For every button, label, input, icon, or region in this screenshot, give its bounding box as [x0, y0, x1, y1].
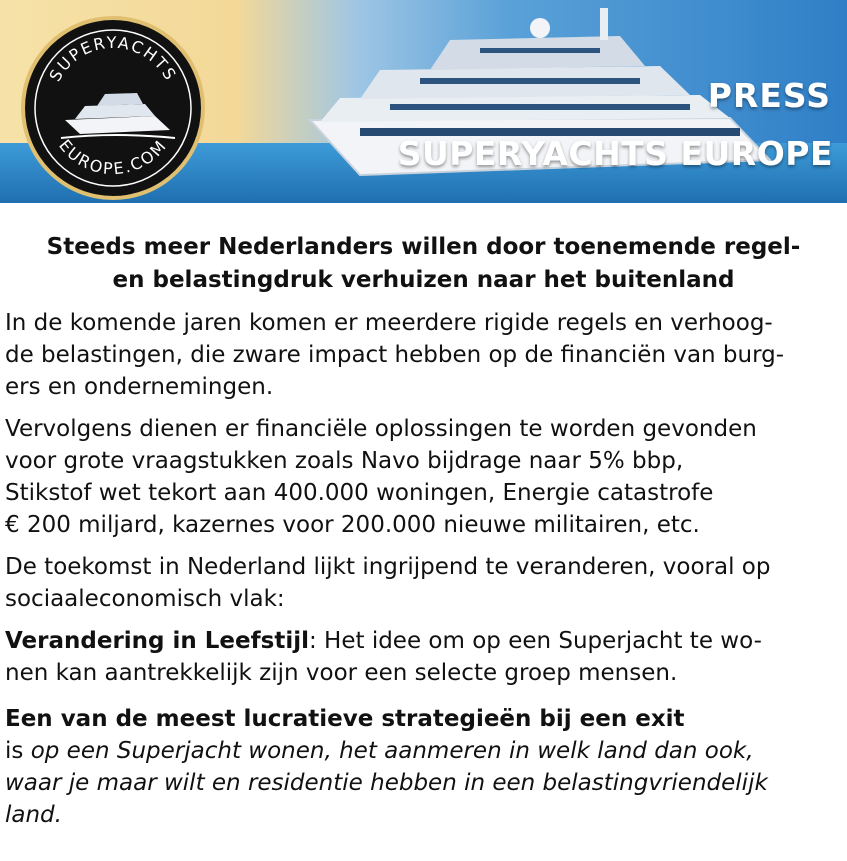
paragraph-2-line-4: € 200 miljard, kazernes voor 200.000 nieuwe militairen, etc.	[5, 512, 700, 538]
paragraph-1-line-1: In de komende jaren komen er meerdere rigide regels en verhoog-	[5, 310, 773, 336]
svg-text:SUPERYACHTS	[45, 33, 180, 85]
exit-strategy-heading: Een van de meest lucratieve strategieën bij een exit	[5, 706, 685, 732]
paragraph-5	[5, 703, 847, 831]
logo-text-top: SUPERYACHTS	[45, 32, 181, 85]
paragraph-2	[5, 413, 847, 541]
article-headline	[0, 231, 847, 297]
paragraph-3-line-2: sociaaleconomisch vlak:	[5, 586, 285, 612]
paragraph-5-line-1	[5, 735, 847, 767]
paragraph-4-line-2: nen kan aantrekkelijk zijn voor een selecte groep mensen.	[5, 660, 678, 686]
paragraph-5-line-3: land.	[5, 802, 62, 828]
paragraph-1	[5, 307, 847, 403]
brand-label: SUPERYACHTS EUROPE	[397, 134, 833, 173]
paragraph-5-line-2: waar je maar wilt en residentie hebben in een belastingvriendelijk	[5, 770, 768, 796]
headline-line-1: Steeds meer Nederlanders willen door toenemende regel-	[46, 234, 801, 260]
paragraph-2-line-3: Stikstof wet tekort aan 400.000 woningen, Energie catastrofe	[5, 480, 714, 506]
svg-text:EUROPE.COM	[55, 136, 171, 179]
paragraph-4-line-1-rest: : Het idee om op een Superjacht te wo-	[308, 628, 762, 654]
paragraph-1-line-2: de belastingen, die zware impact hebben op de financiën van burg-	[5, 342, 785, 368]
paragraph-3-line-1: De toekomst in Nederland lijkt ingrijpend te veranderen, vooral op	[5, 554, 771, 580]
paragraph-2-line-2: voor grote vraagstukken zoals Navo bijdrage naar 5% bbp,	[5, 448, 684, 474]
paragraph-1-line-3: ers en ondernemingen.	[5, 374, 274, 400]
paragraph-5-line-1-italic: op een Superjacht wonen, het aanmeren in welk land dan ook,	[30, 738, 754, 764]
paragraph-5-line-1-plain: is	[5, 738, 31, 764]
paragraph-2-line-1: Vervolgens dienen er financiële oplossingen te worden gevonden	[5, 416, 757, 442]
lifestyle-heading: Verandering in Leefstijl	[5, 628, 309, 654]
headline-line-2: en belastingdruk verhuizen naar het buitenland	[112, 267, 735, 293]
paragraph-4	[5, 625, 847, 689]
press-label: PRESS	[707, 76, 831, 115]
superyachts-europe-logo[interactable]	[25, 20, 201, 196]
logo-text-bottom: EUROPE.COM	[55, 135, 171, 179]
press-banner	[0, 0, 847, 203]
paragraph-4-line-1	[5, 625, 847, 657]
paragraph-3	[5, 551, 847, 615]
